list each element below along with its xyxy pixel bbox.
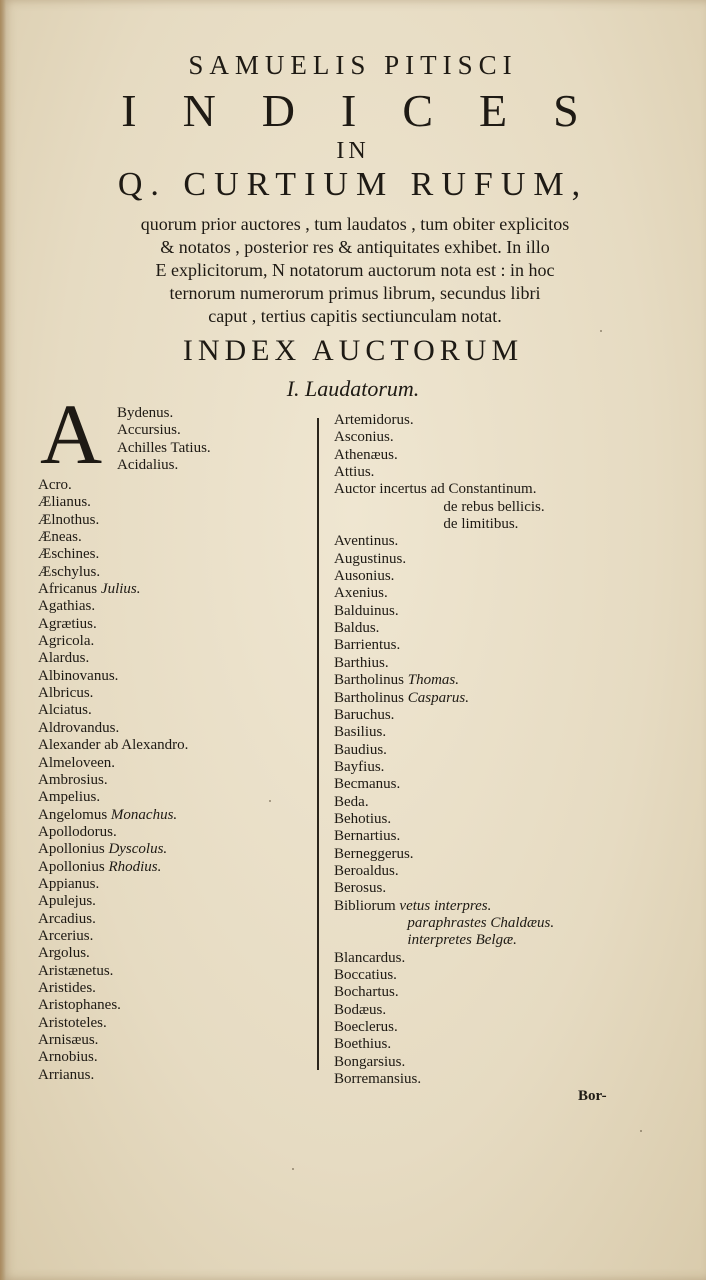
entry-name: Agricola. [38,633,95,650]
entry-name: Boethius. [334,1036,392,1053]
index-entry [38,755,188,772]
entry-name: Aristophanes. [38,997,121,1014]
index-entry [334,533,554,550]
entry-name: Apollodorus. [38,823,117,840]
entry-name: Ambrosius. [38,771,108,788]
index-entry [38,546,188,563]
index-entry [334,1071,554,1088]
index-entry [334,1036,554,1053]
index-entry [38,945,188,962]
index-entry [38,737,188,754]
intro-line: & notatos , posterior res & antiquitates exhibet. In illo [160,237,550,257]
index-entry [38,824,188,841]
index-entry [38,772,188,789]
index-entry: Acidalius. [117,457,179,474]
entry-name: Arrianus. [38,1066,95,1083]
entry-name: Bartholinus [334,689,408,706]
index-entry [38,876,188,893]
entry-name: Æschylus. [38,563,101,580]
entry-name: Arnisæus. [38,1032,99,1048]
entry-sublist [379,481,544,533]
index-entry [334,776,554,793]
entry-name: Alciatus. [38,702,92,719]
index-entry [334,863,554,880]
index-entry [38,668,188,685]
index-entry [334,637,554,654]
entry-subitem: de limitibus. [443,516,519,533]
index-entry [38,720,188,737]
entry-name: Appianus. [38,875,100,892]
entry-name: Almeloveen. [38,754,116,771]
index-entry [38,789,188,806]
entry-name: Ælianus. [38,494,91,511]
paper-speck [292,1168,294,1170]
subsection-title: I. Laudatorum. [286,376,420,401]
intro-line: E explicitorum, N notatorum auctorum nota est : in hoc [155,260,555,280]
index-entry [334,1054,554,1071]
entry-qualifier: Monachus. [110,806,178,823]
index-entry [334,1002,554,1019]
index-entry [38,598,188,615]
index-entry [334,707,554,724]
entry-name: Aristoteles. [38,1014,107,1031]
index-entry [334,551,554,568]
index-entry [38,494,188,511]
index-entry [38,702,188,719]
entry-qualifier: Rhodius. [108,858,162,875]
entry-name: Apollonius [38,841,109,858]
entry-name: Auctor [334,481,380,498]
index-entry [334,464,554,481]
index-entry [334,984,554,1001]
entry-name: Albinovanus. [38,667,119,684]
entry-qualifier: Thomas. [407,672,460,689]
index-entry [334,585,554,602]
entry-name: Aristides. [38,979,96,996]
entry-name: Aldrovandus. [38,719,120,736]
index-entry [334,690,554,707]
index-entry [334,811,554,828]
entry-name: Arcerius. [38,927,94,944]
index-entry [38,893,188,910]
entry-name: Æschines. [38,546,100,563]
index-entry [38,685,188,702]
drop-cap-entries [117,405,211,474]
intro-paragraph [80,213,630,328]
index-entry [38,477,188,494]
entry-name: Artemidorus. [334,412,414,428]
entry-subitem: paraphrastes Chaldæus. [407,914,555,931]
entry-name: Berneggerus. [334,845,414,862]
entry-name: Attius. [334,464,375,481]
entry-name: Becmanus. [334,776,401,793]
index-entry [334,967,554,984]
index-entry [334,672,554,689]
index-entry [334,828,554,845]
title-main: INDICES [121,85,625,136]
index-entry: Bydenus. [117,405,174,421]
index-entry [334,846,554,863]
entry-name: Bochartus. [334,984,399,1001]
entry-name: Augustinus. [334,550,407,567]
index-entry [334,412,554,429]
title-author: SAMUELIS PITISCI [188,50,518,80]
index-entry: Achilles Tatius. [117,439,211,456]
entry-name: Boccatius. [334,967,397,983]
index-entry [334,950,554,967]
index-entry [38,1015,188,1032]
index-entry [334,655,554,672]
entry-name: Borremansius. [334,1071,422,1088]
entry-name: Barrientus. [334,637,401,654]
entry-name: Barthius. [334,654,389,671]
entry-name: Balduinus. [334,602,399,619]
left-column [38,477,188,1084]
catchword: Bor- [578,1088,607,1104]
index-entry [38,512,188,529]
entry-name: Æneas. [38,529,82,546]
index-entry [334,794,554,811]
section-title: INDEX AUCTORUM [182,334,524,367]
entry-name: Agathias. [38,598,96,615]
entry-name: Ausonius. [334,568,395,585]
index-entry [38,1067,188,1084]
drop-cap: A [40,386,103,482]
entry-name: Bongarsius. [334,1053,406,1070]
entry-name: Boeclerus. [334,1019,398,1036]
entry-name: Agrætius. [38,615,97,632]
entry-name: Aristænetus. [38,962,114,979]
entry-name: Ampelius. [38,789,101,806]
index-entry [334,880,554,897]
index-entry [334,898,554,950]
title-prep: IN [336,138,370,164]
entry-name: Aventinus. [334,533,399,550]
entry-name: Athenæus. [334,446,398,463]
index-entry [334,1019,554,1036]
entry-name: Beda. [334,793,369,810]
entry-name: Apulejus. [38,893,96,910]
index-entry [38,859,188,876]
entry-name: Arcadius. [38,910,96,927]
entry-name: Alardus. [38,650,90,667]
entry-name: Bartholinus [334,672,408,689]
entry-name: Bibliorum [334,897,400,914]
index-entry: Accursius. [117,422,181,439]
index-entry [38,650,188,667]
index-entry [38,616,188,633]
index-entry [38,581,188,598]
entry-subitem: interpretes Belgæ. [407,932,517,949]
index-entry [334,620,554,637]
index-entry [334,603,554,620]
intro-line: ternorum numerorum primus librum, secundus libri [169,283,541,303]
index-entry [38,841,188,858]
column-rule [317,418,319,1070]
entry-name: Blancardus. [334,949,406,966]
entry-name: Bodæus. [334,1001,387,1018]
entry-name: Argolus. [38,945,90,962]
entry-name: Behotius. [334,810,392,827]
entry-name: Axenius. [334,585,388,602]
entry-name: Beroaldus. [334,862,399,879]
paper-speck [600,330,602,332]
entry-name: Arnobius. [38,1049,98,1066]
entry-subitem: de rebus bellicis. [443,498,545,515]
entry-qualifier: Casparus. [407,689,470,706]
title-subject: Q. CURTIUM RUFUM, [117,166,589,203]
entry-name: Baudius. [334,741,387,758]
entry-name: Alexander ab Alexandro. [38,737,189,754]
entry-name: Bernartius. [334,828,401,845]
paper-speck [640,1130,642,1132]
entry-subitem: vetus interpres. [399,897,492,914]
entry-name: Asconius. [334,429,394,446]
index-entry [38,564,188,581]
index-entry [38,928,188,945]
entry-name: Albricus. [38,685,94,702]
entry-qualifier: Dyscolus. [108,841,168,858]
entry-name: Acro. [38,477,72,493]
entry-sublist [399,898,554,950]
index-entry [38,997,188,1014]
entry-name: Apollonius [38,858,109,875]
intro-line: quorum prior auctores , tum laudatos , tum obiter explicitos [140,214,570,234]
entry-name: Baldus. [334,620,380,637]
index-entry [38,633,188,650]
entry-name: Bayfius. [334,758,385,775]
entry-name: Ælnothus. [38,511,100,528]
index-entry [334,759,554,776]
index-entry [334,429,554,446]
index-entry [38,529,188,546]
index-entry [334,568,554,585]
index-entry [334,481,554,533]
index-entry [38,963,188,980]
entry-name: Angelomus [38,806,111,823]
entry-qualifier: Julius. [100,581,141,598]
index-entry [334,724,554,741]
index-entry [334,742,554,759]
index-entry [38,980,188,997]
entry-name: Baruchus. [334,706,395,723]
intro-line: caput , tertius capitis sectiunculam notat. [208,306,502,326]
entry-name: Africanus [38,581,101,598]
index-entry [38,807,188,824]
right-column [334,412,554,1088]
index-entry [38,1049,188,1066]
index-entry [334,447,554,464]
entry-subitem: incertus ad Constantinum. [379,481,537,498]
index-entry [38,1032,188,1049]
entry-name: Basilius. [334,724,387,741]
paper-speck [269,800,271,802]
entry-name: Berosus. [334,880,387,897]
index-entry [38,911,188,928]
